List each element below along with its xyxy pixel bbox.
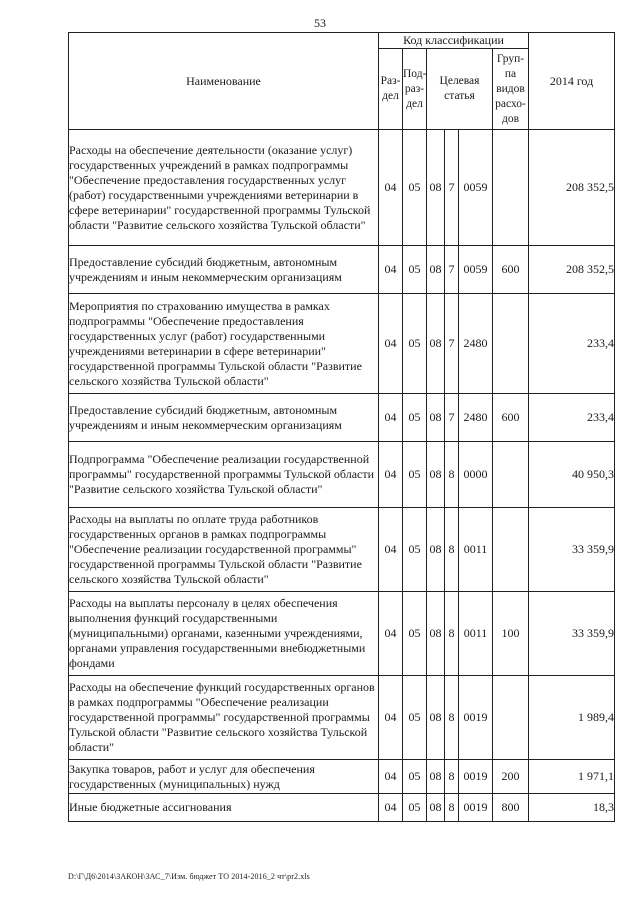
row-subsection: 05 <box>403 676 427 760</box>
table-row <box>69 508 615 592</box>
row-target-part1: 08 <box>427 508 445 592</box>
table-row <box>69 394 615 442</box>
table-row <box>69 130 615 246</box>
row-amount: 40 950,3 <box>529 442 615 508</box>
row-section: 04 <box>379 246 403 294</box>
row-target-part2: 7 <box>445 130 459 246</box>
row-name: Предоставление субсидий бюджетным, автономным учреждениям и иным некоммерческим организациям <box>69 394 379 442</box>
row-subsection: 05 <box>403 442 427 508</box>
row-amount: 233,4 <box>529 394 615 442</box>
row-target-part2: 8 <box>445 760 459 794</box>
row-target-part3: 0019 <box>459 794 493 822</box>
row-target-part1: 08 <box>427 760 445 794</box>
header-classification: Код классификации <box>379 33 529 49</box>
row-amount: 208 352,5 <box>529 246 615 294</box>
row-expense-group: 600 <box>493 394 529 442</box>
row-section: 04 <box>379 760 403 794</box>
row-section: 04 <box>379 676 403 760</box>
row-section: 04 <box>379 442 403 508</box>
row-amount: 33 359,9 <box>529 508 615 592</box>
row-amount: 1 971,1 <box>529 760 615 794</box>
header-year: 2014 год <box>529 33 615 130</box>
row-name: Расходы на выплаты по оплате труда работников государственных органов в рамках подпрограммы "Обеспечение реализации государственной программы" государственной программы Тульской области "Развитие сельского хозяйства Тульской области" <box>69 508 379 592</box>
row-subsection: 05 <box>403 794 427 822</box>
row-subsection: 05 <box>403 760 427 794</box>
row-name: Иные бюджетные ассигнования <box>69 794 379 822</box>
header-expense-group: Груп- па видов расхо- дов <box>493 49 529 130</box>
row-expense-group: 200 <box>493 760 529 794</box>
row-name: Подпрограмма "Обеспечение реализации государственной программы" государственной программы Тульской области "Развитие сельского хозяйства Тульской области" <box>69 442 379 508</box>
row-name: Расходы на выплаты персоналу в целях обеспечения выполнения функций государственными (муниципальными) органами, казенными учреждениями, органами управления государственными внебюджетными фондами <box>69 592 379 676</box>
row-target-part2: 8 <box>445 508 459 592</box>
row-name: Мероприятия по страхованию имущества в рамках подпрограммы "Обеспечение предоставления государственных услуг (работ) государственными учреждениями ветеринарии в сфере ветеринарии" государственной программы Тульской области "Развитие сельского хозяйства Тульской области" <box>69 294 379 394</box>
row-target-part2: 8 <box>445 442 459 508</box>
row-section: 04 <box>379 130 403 246</box>
table-row <box>69 294 615 394</box>
row-target-part2: 7 <box>445 294 459 394</box>
row-name: Предоставление субсидий бюджетным, автономным учреждениям и иным некоммерческим организациям <box>69 246 379 294</box>
row-expense-group: 800 <box>493 794 529 822</box>
row-subsection: 05 <box>403 246 427 294</box>
table-row <box>69 794 615 822</box>
row-amount: 1 989,4 <box>529 676 615 760</box>
row-section: 04 <box>379 794 403 822</box>
budget-table <box>68 32 615 822</box>
row-name: Расходы на обеспечение функций государственных органов в рамках подпрограммы "Обеспечение реализации государственной программы" государственной программы Тульской области "Развитие сельского хозяйства Тульской области" <box>69 676 379 760</box>
row-section: 04 <box>379 394 403 442</box>
row-target-part1: 08 <box>427 794 445 822</box>
row-amount: 33 359,9 <box>529 592 615 676</box>
header-section: Раз- дел <box>379 49 403 130</box>
header-name: Наименование <box>69 33 379 130</box>
row-expense-group <box>493 442 529 508</box>
row-expense-group <box>493 294 529 394</box>
row-target-part3: 0011 <box>459 592 493 676</box>
row-subsection: 05 <box>403 294 427 394</box>
row-section: 04 <box>379 294 403 394</box>
header-subsection: Под- раз- дел <box>403 49 427 130</box>
header-target-item: Целевая статья <box>427 49 493 130</box>
file-path-footer: D:\Г\Д6\2014\ЗАКОН\ЗАС_7\Изм. бюджет ТО 2014-2016_2 чт\pr2.xls <box>68 872 310 881</box>
row-target-part1: 08 <box>427 130 445 246</box>
row-name: Закупка товаров, работ и услуг для обеспечения государственных (муниципальных) нужд <box>69 760 379 794</box>
table-body <box>69 130 615 822</box>
row-target-part2: 8 <box>445 592 459 676</box>
table-row <box>69 246 615 294</box>
table-row <box>69 442 615 508</box>
row-target-part3: 0011 <box>459 508 493 592</box>
row-target-part2: 8 <box>445 794 459 822</box>
row-target-part3: 2480 <box>459 394 493 442</box>
row-section: 04 <box>379 592 403 676</box>
row-subsection: 05 <box>403 394 427 442</box>
page-number: 53 <box>314 16 326 30</box>
table-row <box>69 592 615 676</box>
row-amount: 18,3 <box>529 794 615 822</box>
row-target-part1: 08 <box>427 592 445 676</box>
row-expense-group <box>493 676 529 760</box>
row-subsection: 05 <box>403 592 427 676</box>
row-target-part2: 7 <box>445 394 459 442</box>
row-section: 04 <box>379 508 403 592</box>
row-target-part3: 0000 <box>459 442 493 508</box>
row-target-part3: 0059 <box>459 130 493 246</box>
row-target-part1: 08 <box>427 442 445 508</box>
row-target-part1: 08 <box>427 294 445 394</box>
row-target-part1: 08 <box>427 676 445 760</box>
row-target-part3: 0019 <box>459 676 493 760</box>
row-expense-group: 600 <box>493 246 529 294</box>
row-amount: 233,4 <box>529 294 615 394</box>
row-target-part2: 8 <box>445 676 459 760</box>
row-subsection: 05 <box>403 508 427 592</box>
row-amount: 208 352,5 <box>529 130 615 246</box>
row-target-part3: 2480 <box>459 294 493 394</box>
row-expense-group: 100 <box>493 592 529 676</box>
row-target-part1: 08 <box>427 246 445 294</box>
row-target-part2: 7 <box>445 246 459 294</box>
row-expense-group <box>493 508 529 592</box>
row-target-part3: 0019 <box>459 760 493 794</box>
row-target-part3: 0059 <box>459 246 493 294</box>
table-row <box>69 760 615 794</box>
table-row <box>69 676 615 760</box>
row-target-part1: 08 <box>427 394 445 442</box>
row-subsection: 05 <box>403 130 427 246</box>
row-name: Расходы на обеспечение деятельности (оказание услуг) государственных учреждений в рамках подпрограммы "Обеспечение предоставления государственных услуг (работ) государственными учреждениями ветеринарии в сфере ветеринарии" государственной программы Тульской области "Развитие сельского хозяйства Тульской области" <box>69 130 379 246</box>
row-expense-group <box>493 130 529 246</box>
